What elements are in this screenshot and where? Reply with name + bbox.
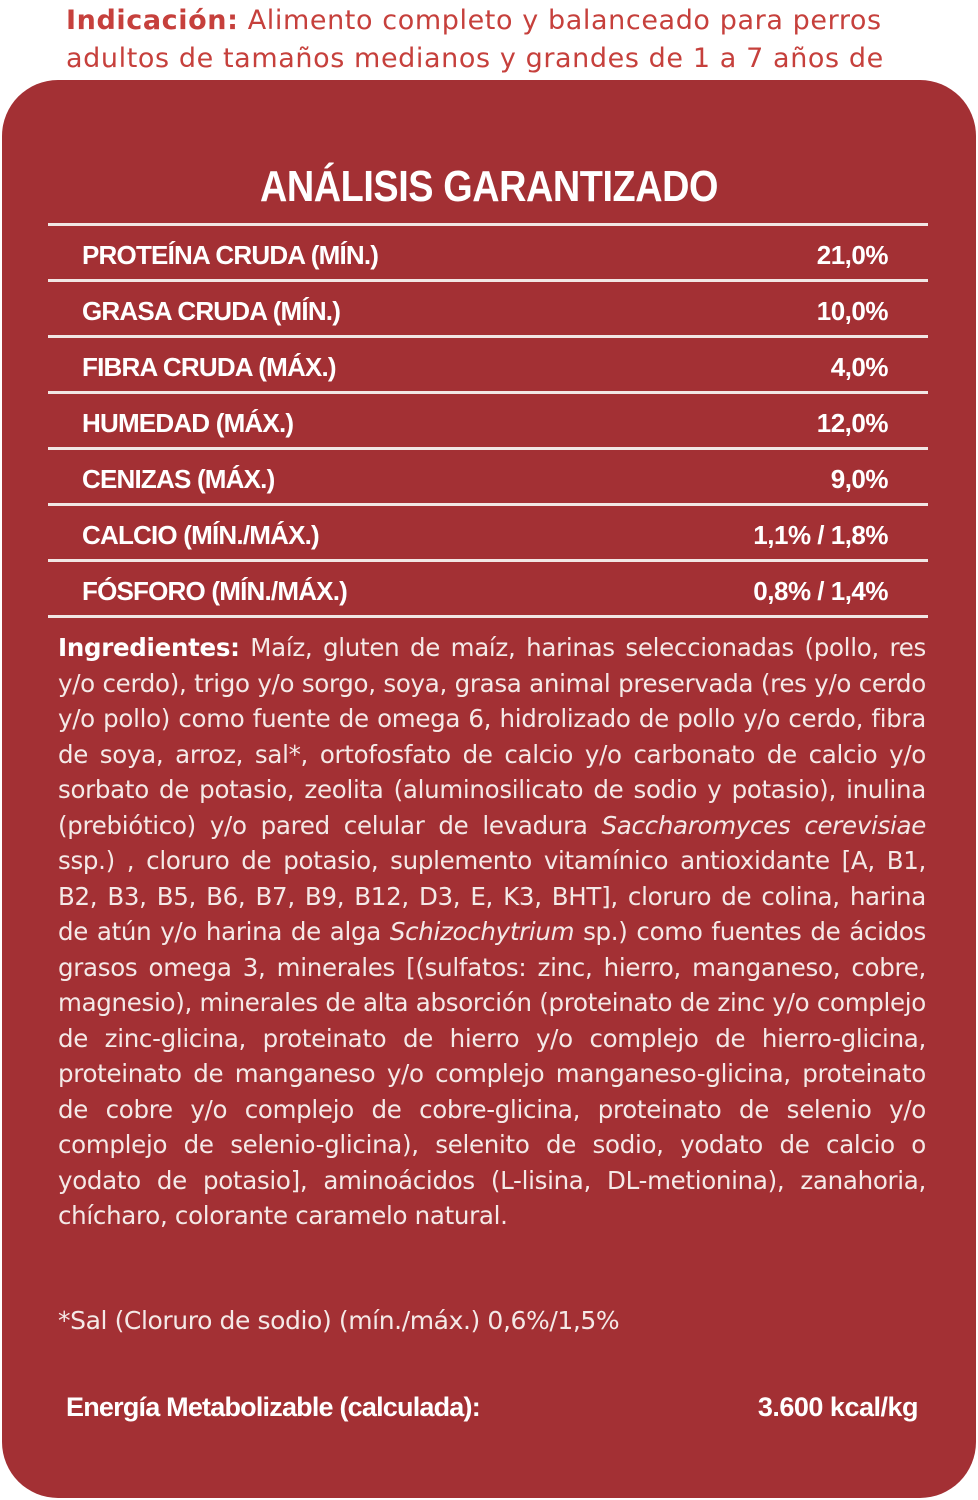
analysis-row-value: 9,0% xyxy=(830,464,888,494)
analysis-row-value: 0,8% / 1,4% xyxy=(753,576,888,606)
analysis-row-name: FÓSFORO (MÍN./MÁX.) xyxy=(82,576,347,606)
analysis-table xyxy=(48,223,928,618)
analysis-row-proteina xyxy=(48,226,928,282)
ingredients-italic-1: Saccharomyces cerevisiae xyxy=(601,810,926,840)
analysis-row-value: 1,1% / 1,8% xyxy=(753,520,888,550)
analysis-row-value: 4,0% xyxy=(830,352,888,382)
indicacion-label: Indicación: xyxy=(66,5,239,36)
ingredients-italic-2: Schizochytrium xyxy=(389,917,575,946)
energy-row xyxy=(66,1392,918,1432)
analysis-row-value: 10,0% xyxy=(816,296,888,326)
analysis-row-cenizas xyxy=(48,450,928,506)
analysis-row-name: FIBRA CRUDA (MÁX.) xyxy=(82,352,336,382)
analysis-row-value: 21,0% xyxy=(816,240,888,270)
sal-note: *Sal (Cloruro de sodio) (mín./máx.) 0,6%/1,5% xyxy=(58,1306,620,1335)
analysis-row-fibra xyxy=(48,338,928,394)
analysis-row-fosforo xyxy=(48,562,928,618)
analysis-row-name: CALCIO (MÍN./MÁX.) xyxy=(82,520,319,550)
indicacion-body: Alimento completo y balanceado para perros adultos de tamaños medianos y grandes de 1 a 7 años de xyxy=(66,5,884,74)
analysis-row-name: PROTEÍNA CRUDA (MÍN.) xyxy=(82,240,379,270)
energy-value: 3.600 kcal/kg xyxy=(757,1392,918,1422)
analisis-title: ANÁLISIS GARANTIZADO xyxy=(259,162,719,211)
analysis-row-name: GRASA CRUDA (MÍN.) xyxy=(82,296,341,326)
ingredients-text xyxy=(58,630,926,1234)
analysis-row-name: HUMEDAD (MÁX.) xyxy=(82,408,294,438)
analysis-row-grasa xyxy=(48,282,928,338)
nutrition-panel xyxy=(2,80,976,1498)
ingredients-part-3: sp.) como fuentes de ácidos grasos omega 3, minerales [(sulfatos: zinc, hierro, manganeso, cobre, magnesio), minerales de alta absorción (proteinato de zinc y/o complejo de zinc-glicina, proteinato de hierro y/o complejo de hierro-glicina, proteinato de manganeso y/o complejo manganeso-glicina, proteinato de cobre y/o complejo de cobre-glicina, proteinato de selenio y/o complejo de selenio-glicina), selenito de sodio, yodato de calcio o yodato de potasio], aminoácidos (L-lisina, DL-metionina), zanahoria, chícharo, colorante caramelo natural. xyxy=(58,917,926,1230)
analysis-row-value: 12,0% xyxy=(816,408,888,438)
ingredients-label: Ingredientes: xyxy=(58,633,240,662)
energy-label: Energía Metabolizable (calculada): xyxy=(66,1392,480,1422)
analysis-row-name: CENIZAS (MÁX.) xyxy=(82,464,275,494)
analysis-row-humedad xyxy=(48,394,928,450)
ingredients-part-1: Maíz, gluten de maíz, harinas seleccionadas (pollo, res y/o cerdo), trigo y/o sorgo, soya, grasa animal preservada (res y/o cerdo y/o pollo) como fuente de omega 6, hidrolizado de pollo y/o cerdo, fibra de soya, arroz, sal*, ortofosfato de calcio y/o carbonato de calcio y/o sorbato de potasio, zeolita (aluminosilicato de sodio y potasio), inulina (prebiótico) y/o pared celular de levadura xyxy=(58,633,926,840)
ingredients-part-2: ssp.) , cloruro de potasio, suplemento vitamínico antioxidante [A, B1, B2, B3, B5, B6, B7, B9, B12, D3, E, K3, BHT], cloruro de colina, harina de atún y/o harina de alga xyxy=(58,846,926,946)
analysis-row-calcio xyxy=(48,506,928,562)
